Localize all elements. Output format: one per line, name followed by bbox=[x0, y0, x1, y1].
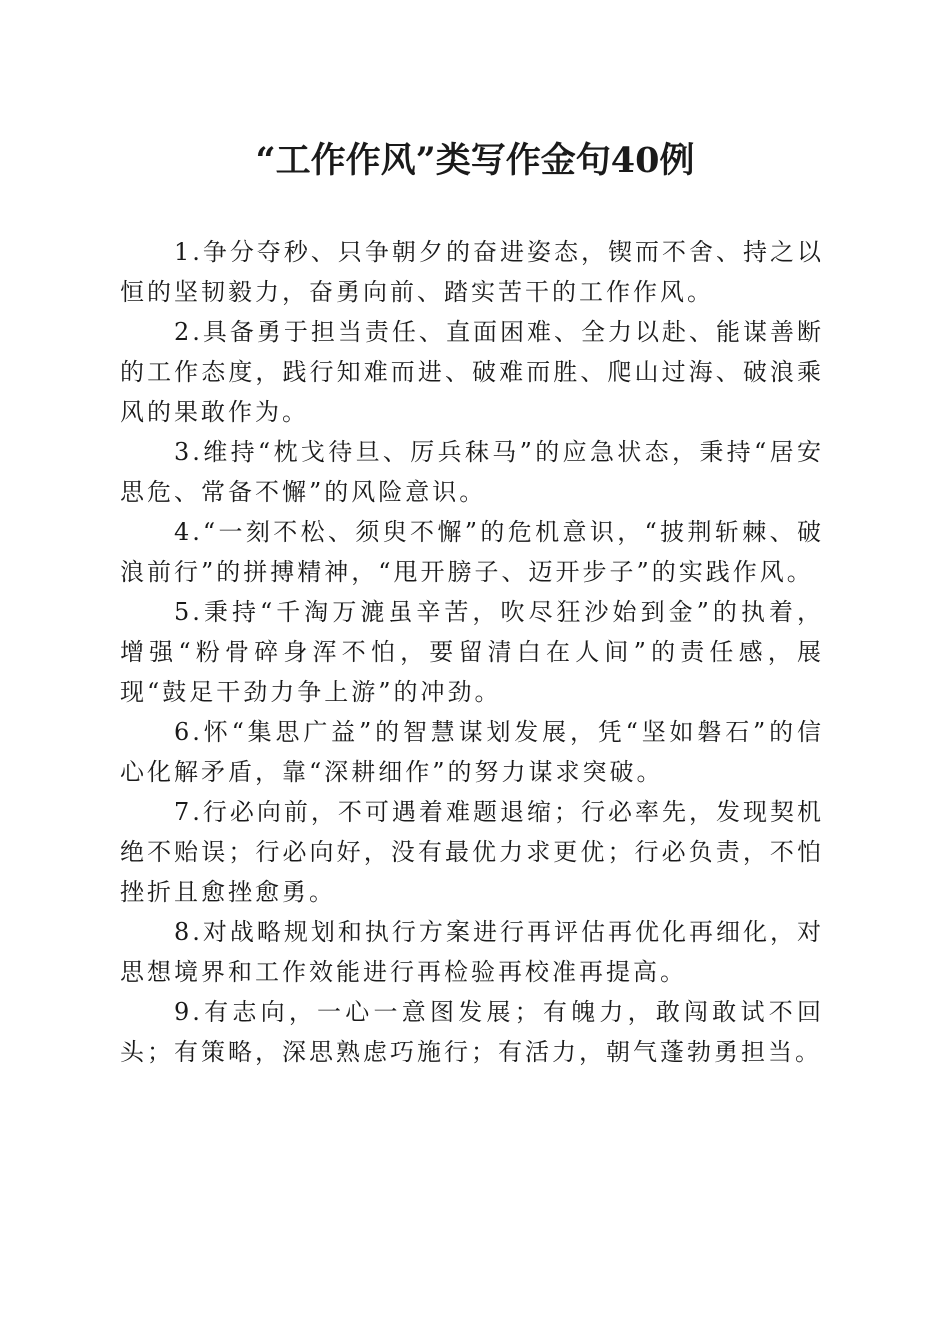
paragraph-2: 2.具备勇于担当责任、直面困难、全力以赴、能谋善断的工作态度，践行知难而进、破难而胜、爬山过海、破浪乘风的果敢作为。 bbox=[120, 318, 824, 426]
paragraph-3: 3.维持“枕戈待旦、厉兵秣马”的应急状态，秉持“居安思危、常备不懈”的风险意识。 bbox=[120, 438, 824, 506]
paragraph-1: 1.争分夺秒、只争朝夕的奋进姿态，锲而不舍、持之以恒的坚韧毅力，奋勇向前、踏实苦干的工作作风。 bbox=[120, 238, 824, 306]
paragraph-7: 7.行必向前，不可遇着难题退缩；行必率先，发现契机绝不贻误；行必向好，没有最优力求更优；行必负责，不怕挫折且愈挫愈勇。 bbox=[120, 798, 824, 906]
paragraph-9: 9.有志向，一心一意图发展；有魄力，敢闯敢试不回头；有策略，深思熟虑巧施行；有活力，朝气蓬勃勇担当。 bbox=[120, 998, 824, 1066]
paragraph-6: 6.怀“集思广益”的智慧谋划发展，凭“坚如磐石”的信心化解矛盾，靠“深耕细作”的努力谋求突破。 bbox=[120, 718, 824, 786]
paragraph-4: 4.“一刻不松、须臾不懈”的危机意识，“披荆斩棘、破浪前行”的拼搏精神，“甩开膀子、迈开步子”的实践作风。 bbox=[120, 518, 824, 586]
document-body bbox=[120, 232, 824, 1072]
paragraph-8: 8.对战略规划和执行方案进行再评估再优化再细化，对思想境界和工作效能进行再检验再校准再提高。 bbox=[120, 918, 824, 986]
paragraph-5: 5.秉持“千淘万漉虽辛苦，吹尽狂沙始到金”的执着，增强“粉骨碎身浑不怕，要留清白在人间”的责任感，展现“鼓足干劲力争上游”的冲劲。 bbox=[120, 598, 824, 706]
document-title: “工作作风”类写作金句40例 bbox=[255, 140, 695, 181]
